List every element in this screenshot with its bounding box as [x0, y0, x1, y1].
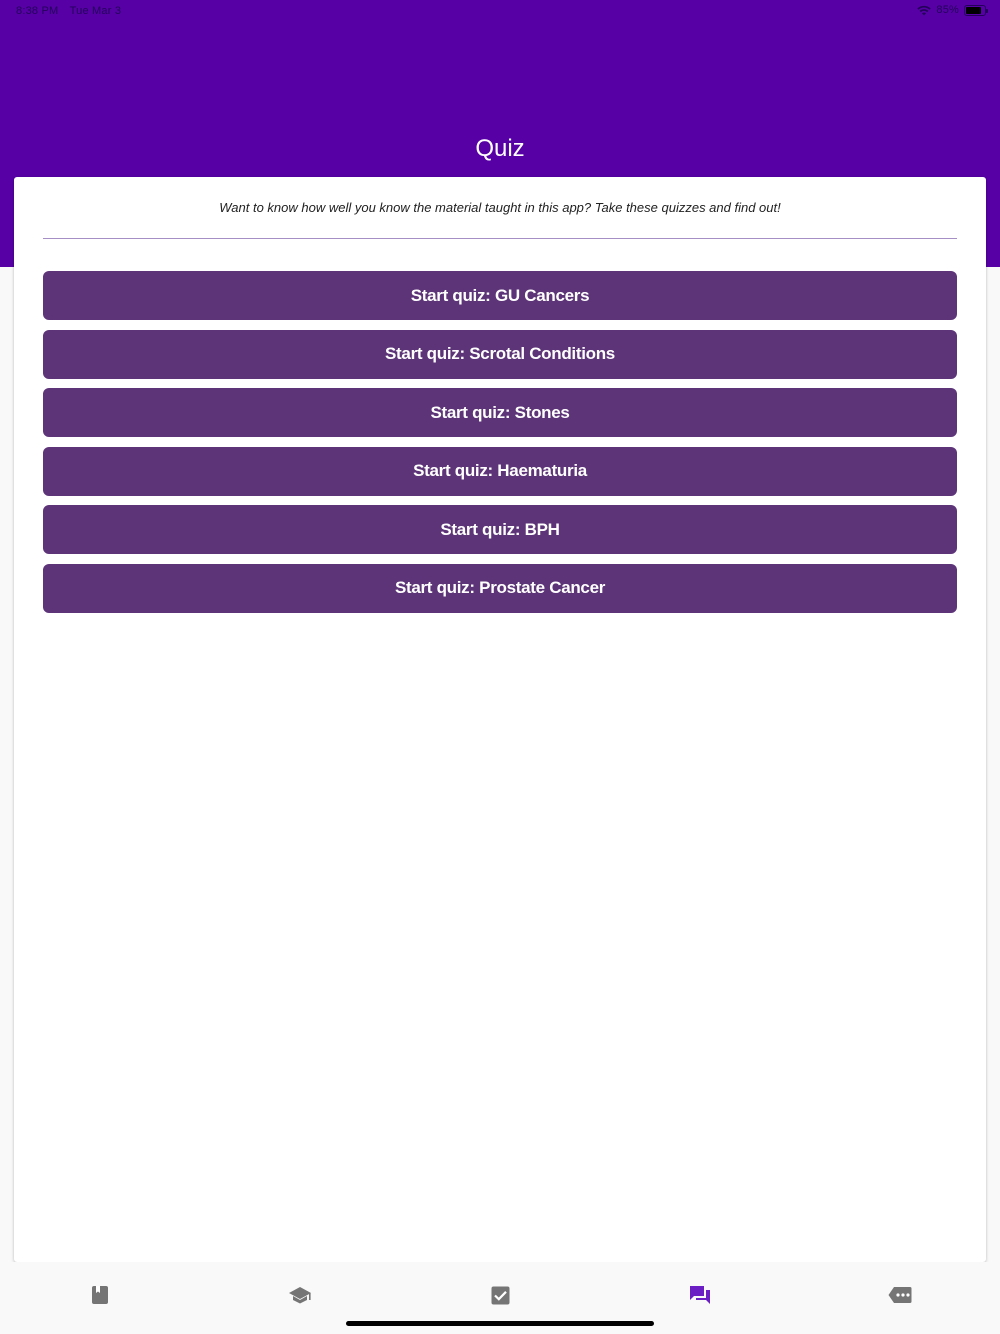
- home-indicator: [346, 1321, 654, 1326]
- tab-book[interactable]: [85, 1280, 115, 1310]
- start-quiz-scrotal-conditions-button[interactable]: Start quiz: Scrotal Conditions: [43, 330, 957, 379]
- status-time: 8:38 PM: [16, 5, 59, 17]
- divider: [43, 238, 957, 239]
- battery-level: [966, 7, 981, 14]
- status-indicators: [917, 4, 986, 16]
- status-time-date: [16, 5, 121, 17]
- intro-text: Want to know how well you know the material taught in this app? Take these quizzes and find out!: [219, 200, 781, 215]
- status-bar: [0, 0, 1000, 24]
- start-quiz-haematuria-button[interactable]: Start quiz: Haematuria: [43, 447, 957, 496]
- page-title: Quiz: [475, 135, 525, 162]
- graduation-cap-icon: [288, 1286, 312, 1304]
- book-icon: [91, 1285, 109, 1305]
- battery-icon: [964, 5, 986, 16]
- quiz-card: [14, 177, 986, 1262]
- tab-quiz[interactable]: [685, 1280, 715, 1310]
- tab-checklist[interactable]: [485, 1280, 515, 1310]
- tab-more[interactable]: [885, 1280, 915, 1310]
- wifi-icon: [917, 5, 931, 16]
- more-tag-icon: [888, 1286, 912, 1304]
- start-quiz-prostate-cancer-button[interactable]: Start quiz: Prostate Cancer: [43, 564, 957, 613]
- quiz-list: [43, 271, 957, 623]
- status-date: Tue Mar 3: [69, 5, 122, 17]
- chat-icon: [689, 1285, 711, 1305]
- start-quiz-gu-cancers-button[interactable]: Start quiz: GU Cancers: [43, 271, 957, 320]
- checkbox-icon: [491, 1286, 510, 1305]
- start-quiz-bph-button[interactable]: Start quiz: BPH: [43, 505, 957, 554]
- battery-percent: 85%: [936, 4, 959, 16]
- start-quiz-stones-button[interactable]: Start quiz: Stones: [43, 388, 957, 437]
- tab-learn[interactable]: [285, 1280, 315, 1310]
